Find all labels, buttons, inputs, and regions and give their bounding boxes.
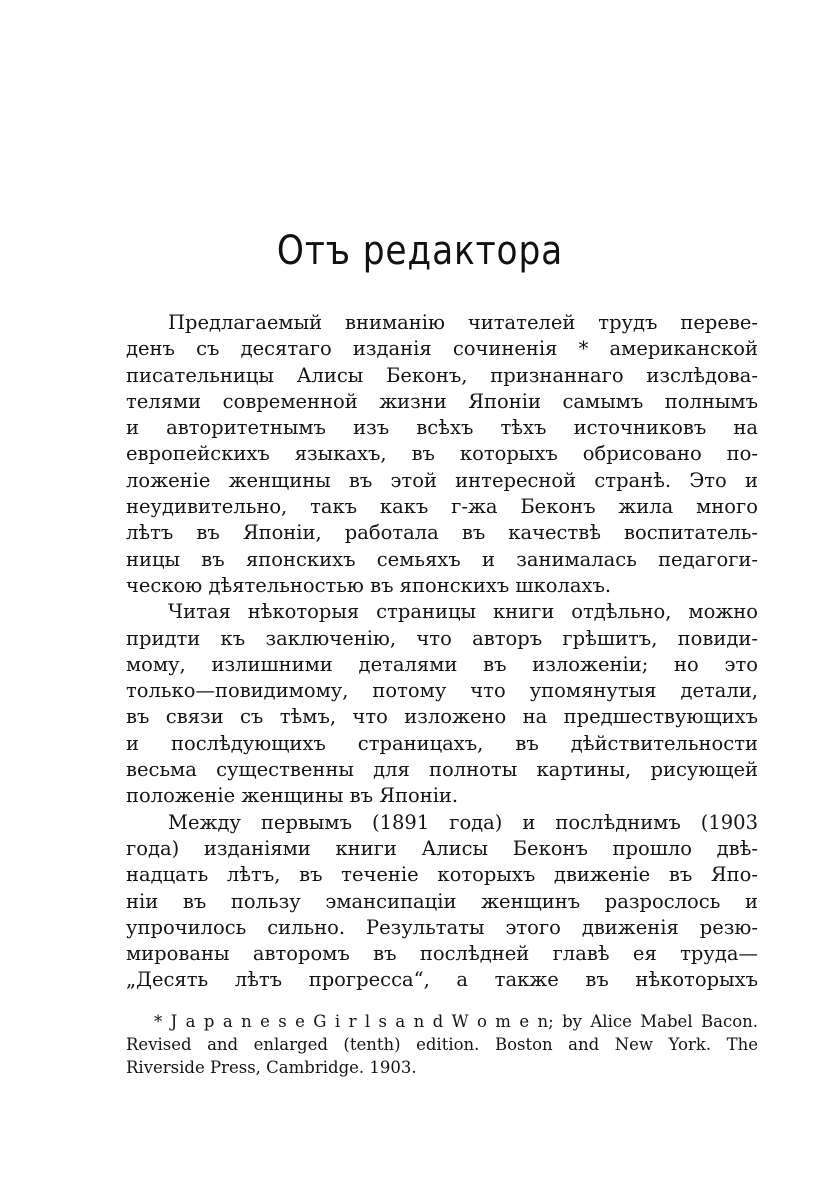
text-line: упрочилось сильно. Результаты этого движенія резю- [126, 915, 758, 939]
text-line: ніи въ пользу эмансипаціи женщинъ разрослось и [126, 889, 758, 913]
text-line: ницы въ японскихъ семьяхъ и занималась педагоги- [126, 547, 758, 571]
text-line: и послѣдующихъ страницахъ, въ дѣйствительности [126, 731, 758, 755]
text-line: писательницы Алисы Беконъ, признаннаго изслѣдова- [126, 363, 758, 387]
footnote-line: Riverside Press, Cambridge. 1903. [126, 1058, 417, 1077]
text-line: придти къ заключенію, что авторъ грѣшитъ, повиди- [126, 626, 758, 650]
text-line: ложеніе женщины въ этой интересной странѣ. Это и [126, 468, 758, 492]
text-line: года) изданіями книги Алисы Беконъ прошло двѣ- [126, 836, 758, 860]
text-line: Читая нѣкоторыя страницы книги отдѣльно, можно [168, 600, 758, 624]
body-text [126, 310, 758, 994]
text-line: лѣтъ въ Японіи, работала въ качествѣ воспитатель- [126, 521, 758, 545]
text-line: мированы авторомъ въ послѣдней главѣ ея труда— [126, 942, 758, 966]
text-line: Между первымъ (1891 года) и послѣднимъ (1903 [168, 810, 758, 834]
text-line: неудивительно, такъ какъ г-жа Беконъ жила много [126, 495, 758, 519]
text-line: весьма существенны для полноты картины, рисующей [126, 758, 758, 782]
text-line: ческою дѣятельностью въ японскихъ школахъ. [126, 573, 612, 597]
text-line: надцать лѣтъ, въ теченіе которыхъ движеніе въ Япо- [126, 863, 758, 887]
text-line: Предлагаемый вниманію читателей трудъ переве- [168, 311, 758, 334]
chapter-title: Отъ редактора [276, 228, 564, 274]
text-line: и авторитетнымъ изъ всѣхъ тѣхъ источниковъ на [126, 416, 758, 440]
text-line: въ связи съ тѣмъ, что изложено на предшествующихъ [126, 705, 758, 729]
footnote [126, 1010, 758, 1079]
text-line: положеніе женщины въ Японіи. [126, 784, 459, 808]
text-line: телями современной жизни Японіи самымъ полнымъ [126, 389, 758, 413]
footnote-line: Revised and enlarged (tenth) edition. Boston and New York. The [126, 1035, 758, 1054]
text-line: денъ съ десятаго изданія сочиненія * американской [126, 337, 758, 361]
text-line: только—повидимому, потому что упомянутыя детали, [126, 679, 758, 703]
footnote-line: * J a p a n e s e G i r l s a n d W o m e n; by Alice Mabel Bacon. [154, 1012, 758, 1031]
text-line: „Десять лѣтъ прогресса“, а также въ нѣкоторыхъ [126, 968, 758, 992]
text-line: мому, излишними деталями въ изложеніи; но это [126, 652, 758, 676]
text-line: европейскихъ языкахъ, въ которыхъ обрисовано по- [126, 442, 758, 466]
